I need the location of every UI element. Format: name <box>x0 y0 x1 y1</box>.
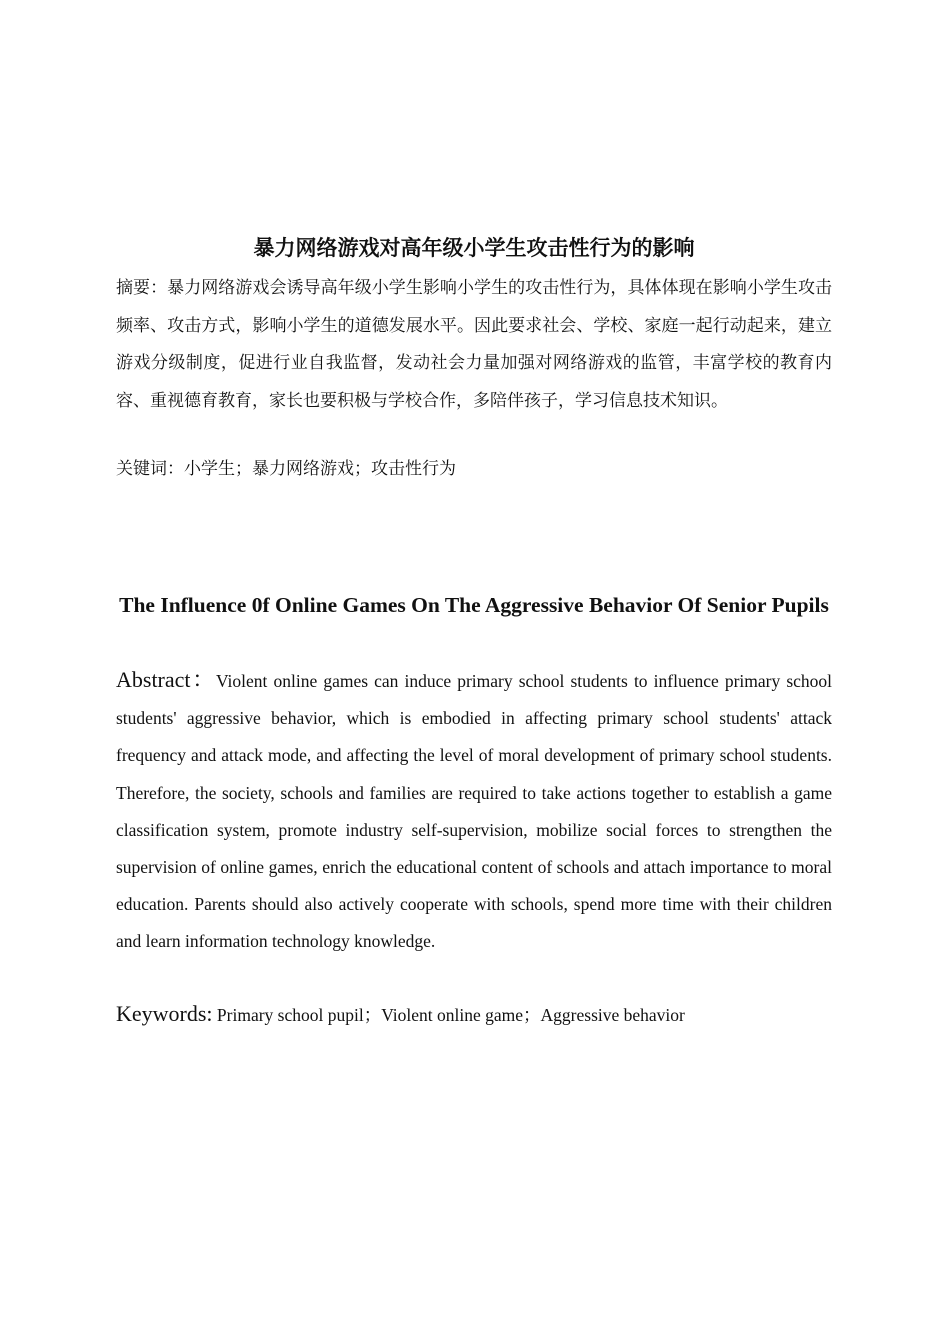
chinese-keywords-label: 关键词： <box>116 459 184 479</box>
chinese-keywords-text: 小学生；暴力网络游戏；攻击性行为 <box>184 459 456 479</box>
english-keywords <box>116 995 832 1034</box>
english-abstract-text: Violent online games can induce primary school students to influence primary school students' aggressive behavior, which is embodied in affecting primary school students' attack frequency and attack mode, and affecting the level of moral development of primary school students. Therefore, the society, schools and families are required to take actions together to establish a game classification system, promote industry self-supervision, mobilize social forces to strengthen the supervision of online games, enrich the educational content of schools and attach importance to moral education. Parents should also actively cooperate with schools, spend more time with their children and learn information technology knowledge. <box>116 671 833 952</box>
english-keywords-label: Keywords: <box>116 1001 213 1026</box>
english-title: The Influence 0f Online Games On The Aggressive Behavior Of Senior Pupils <box>119 593 829 617</box>
chinese-title: 暴力网络游戏对高年级小学生攻击性行为的影响 <box>253 236 695 260</box>
chinese-abstract-label: 摘要： <box>116 278 168 298</box>
english-abstract <box>116 661 832 961</box>
english-abstract-label: Abstract： <box>116 667 216 692</box>
chinese-abstract <box>116 270 832 420</box>
english-keywords-text: Primary school pupil；Violent online game；Aggressive behavior <box>216 1005 685 1025</box>
chinese-keywords <box>116 452 832 486</box>
chinese-abstract-text: 暴力网络游戏会诱导高年级小学生影响小学生的攻击性行为，具体体现在影响小学生攻击频率、攻击方式，影响小学生的道德发展水平。因此要求社会、学校、家庭一起行动起来，建立游戏分级制度，促进行业自我监督，发动社会力量加强对网络游戏的监管，丰富学校的教育内容、重视德育教育，家长也要积极与学校合作，多陪伴孩子，学习信息技术知识。 <box>116 278 833 411</box>
